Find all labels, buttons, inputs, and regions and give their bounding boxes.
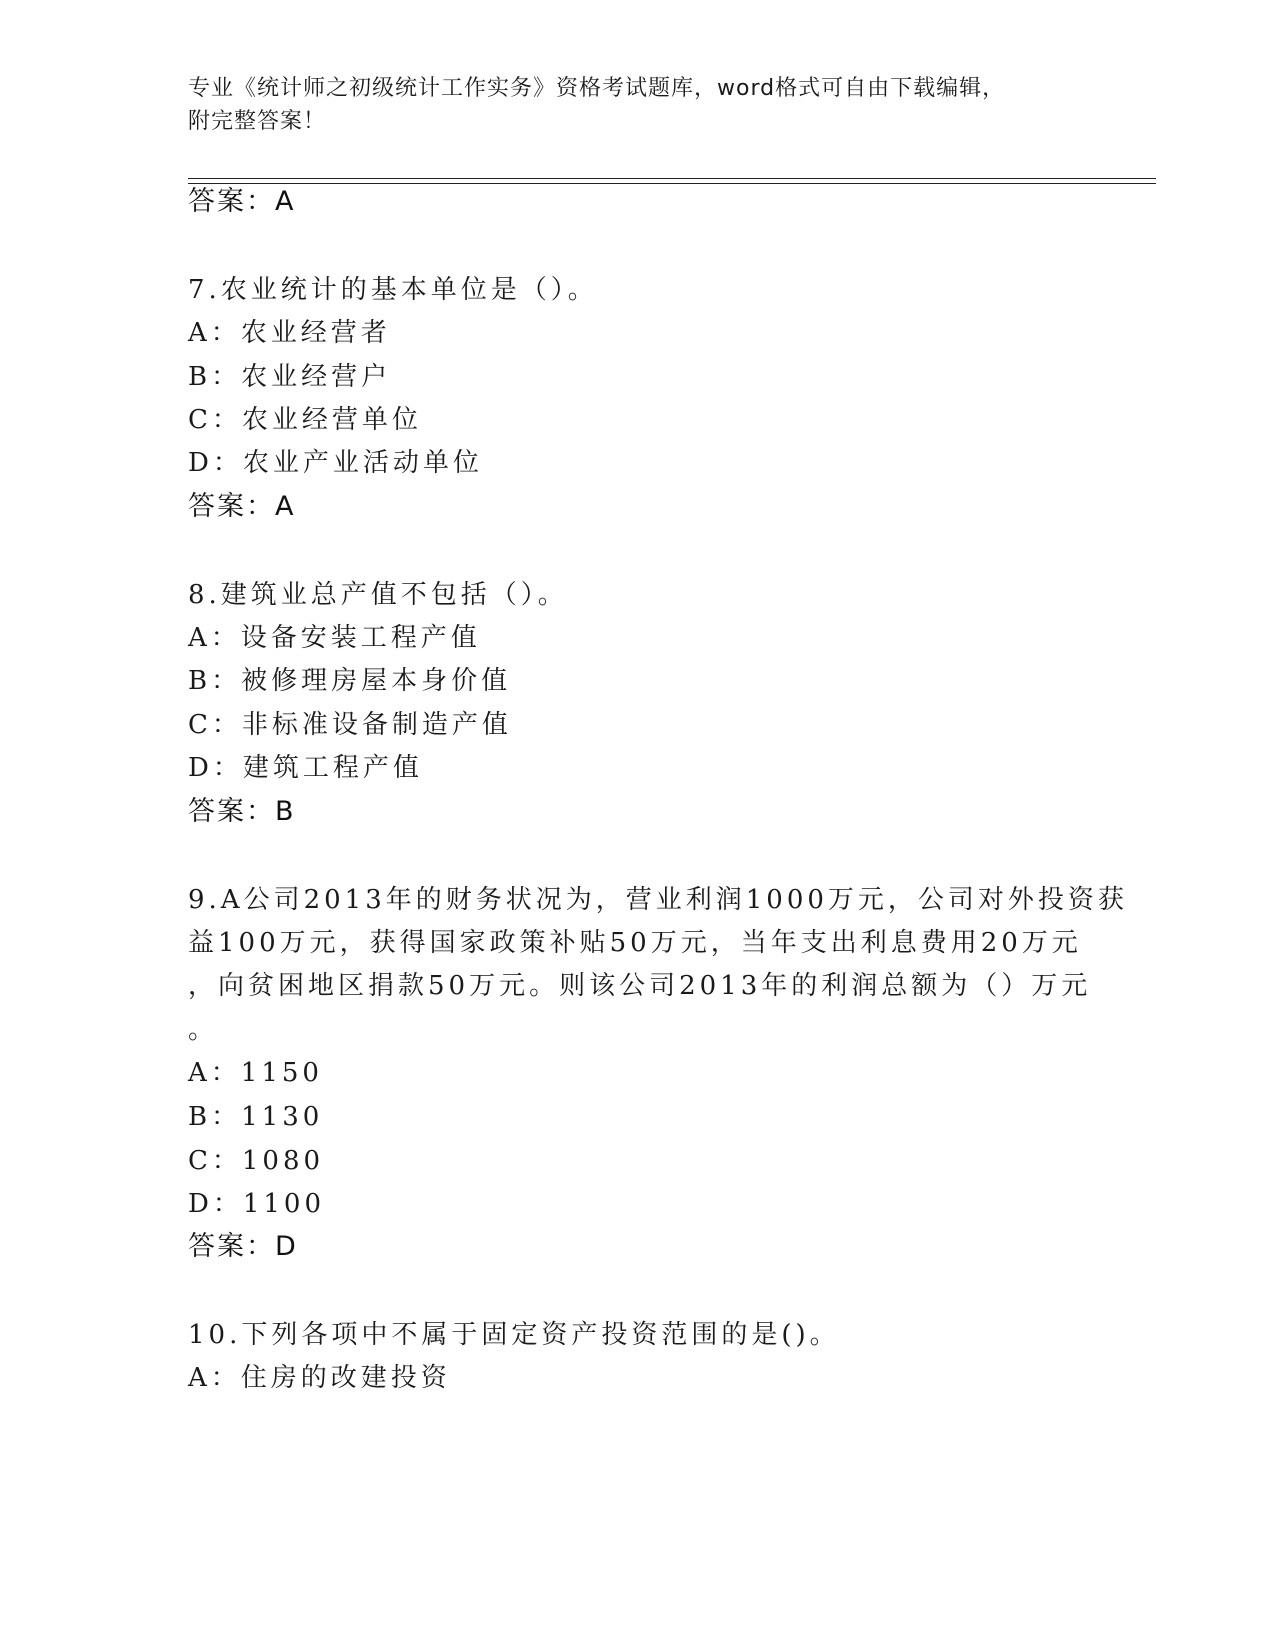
- question-7-option-a: A：农业经营者: [188, 318, 391, 348]
- question-9-option-c: C：1080: [188, 1146, 325, 1176]
- question-7-option-c: C：农业经营单位: [188, 405, 422, 435]
- question-8-option-b: B：被修理房屋本身价值: [188, 666, 512, 696]
- question-10-option-a: A：住房的改建投资: [188, 1363, 451, 1393]
- answer-q7: 答案：A: [188, 491, 296, 522]
- answer-q6: 答案：A: [188, 186, 296, 217]
- question-9-stem-line-1: 9.A公司2013年的财务状况为，营业利润1000万元，公司对外投资获: [188, 885, 1128, 915]
- question-9-stem-line-3: ，向贫困地区捐款50万元。则该公司2013年的利润总额为（）万元: [188, 971, 1092, 1001]
- header-divider-top: [188, 178, 1156, 179]
- question-9-option-d: D：1100: [188, 1189, 326, 1219]
- question-9-option-a: A：1150: [188, 1058, 323, 1088]
- question-8-stem: 8.建筑业总产值不包括（）。: [188, 580, 568, 610]
- question-9-option-b: B：1130: [188, 1102, 324, 1132]
- question-10-stem: 10.下列各项中不属于固定资产投资范围的是()。: [188, 1320, 840, 1350]
- header-line-2: 附完整答案！: [188, 109, 327, 134]
- document-header: [188, 72, 1088, 138]
- question-9-stem-line-4: 。: [188, 1015, 219, 1045]
- question-8-option-a: A：设备安装工程产值: [188, 623, 481, 653]
- answer-q9: 答案：D: [188, 1231, 298, 1262]
- question-8-option-c: C：非标准设备制造产值: [188, 710, 512, 740]
- question-9-stem-line-2: 益100万元，获得国家政策补贴50万元，当年支出利息费用20万元: [188, 928, 1082, 958]
- question-7-stem: 7.农业统计的基本单位是（）。: [188, 275, 598, 305]
- question-8-option-d: D：建筑工程产值: [188, 753, 423, 783]
- question-7-option-b: B：农业经营户: [188, 362, 392, 392]
- question-7-option-d: D：农业产业活动单位: [188, 448, 483, 478]
- answer-q8: 答案：B: [188, 796, 296, 827]
- header-line-1: 专业《统计师之初级统计工作实务》资格考试题库，word格式可自由下载编辑，: [188, 76, 1006, 101]
- header-divider-bottom: [188, 183, 1156, 184]
